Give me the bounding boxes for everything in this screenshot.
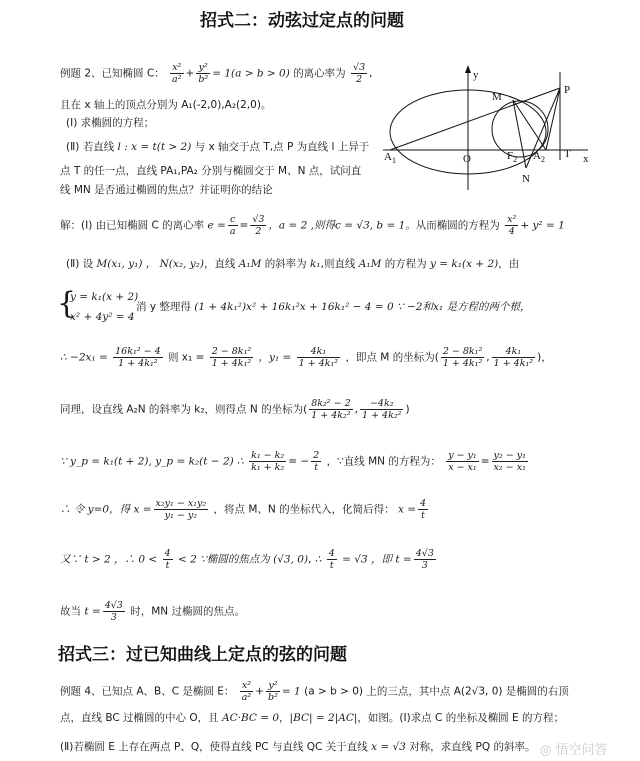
text: ，将点 M、N 的坐标代入，化简后得： [213, 503, 395, 516]
math-line-l: l : x = t(t > 2) [117, 141, 192, 153]
example-2-line-2: 且在 x 轴上的顶点分别为 A₁(-2,0),A₂(2,0)。 [60, 99, 272, 111]
system-brace: { [57, 286, 77, 321]
example-2-line-3: (Ⅰ) 求椭圆的方程； [66, 117, 155, 129]
fraction-Mx: $\frac{\text{2 − 8k₁²}}{\text{1 + 4k₁²}}$ [442, 346, 483, 369]
text: 同理，设直线 A₂N 的斜率为 k₂，则得点 N 的坐标为 [60, 403, 304, 416]
system-eq-2: x² + 4y² = 4 [70, 311, 135, 323]
fraction-t-value: $\frac{4√3}{3}$ [104, 600, 123, 623]
label-P: P [564, 84, 571, 96]
math: ，y₁ = [258, 351, 292, 364]
text: ，即点 M 的坐标为 [345, 351, 435, 364]
fraction-root3-over-2: $\frac{√3}{2}$ [252, 214, 265, 237]
section-title-2: 招式二：动弦过定点的问题 [200, 11, 404, 31]
text: 时，MN 过椭圆的焦点。 [130, 605, 245, 618]
solution-line-7: ∴ 令 y=0，得 x = $\frac{\text{x₂y₁ − x₁y₂}}{\text{y₁ − y₂}}$ ，将点 M、N 的坐标代入，化简后得： x = $\frac{4}{t}$ [60, 498, 427, 521]
fraction-2-t: $\frac{2}{t}$ [313, 450, 320, 473]
fraction-line-lhs: $\frac{\text{y − y₁}}{\text{x − x₁}}$ [448, 450, 477, 473]
label-T: T [564, 148, 571, 160]
math: A₁M [358, 258, 382, 270]
text: 点，直线 BC 过椭圆的中心 O，且 [60, 712, 219, 724]
text: ，由 [498, 258, 520, 270]
label-x: x [583, 153, 589, 165]
solution-line-9: 故当 t = $\frac{4√3}{3}$ 时，MN 过椭圆的焦点。 [60, 600, 245, 623]
watermark [540, 739, 608, 758]
text: ， [279, 712, 290, 724]
math: (1 + 4k₁²)x² + 16k₁²x + 16k₁² − 4 = 0 [194, 301, 394, 313]
math: M(x₁, y₁) ， N(x₂, y₂) [96, 258, 204, 270]
math: ，a = 2 ,则得 [268, 219, 336, 232]
fraction-4-t: $\frac{4}{t}$ [164, 548, 171, 571]
fraction-line-rhs: $\frac{\text{y₂ − y₁}}{\text{x₂ − x₁}}$ [493, 450, 526, 473]
text: (a > b > 0) 上的三点，其中点 A(2√3, 0) 是椭圆的右顶 [304, 685, 569, 698]
text: 例题 4、已知点 A、B、C 是椭圆 E： [60, 685, 235, 698]
math: ∴ [314, 553, 322, 566]
label-M: M [492, 91, 502, 103]
text: 与 x 轴交于点 T,点 P 为直线 l 上异于 [194, 141, 370, 153]
text: 的方程为 [384, 258, 427, 270]
label-O: O [463, 153, 471, 165]
math: = 1 [281, 685, 301, 698]
solution-line-5: 同理，设直线 A₂N 的斜率为 k₂，则得点 N 的坐标为( $\frac{\text{8k₂² − 2}}{\text{1 + 4k₂²}}$ , $\frac{\text{−4k₂}}{\text{1 + 4k₂²}}$ ) [60, 398, 410, 421]
math: k₁ [310, 258, 321, 270]
text: (Ⅱ) 设 [66, 258, 94, 270]
fraction-neg2x1: $\frac{\text{16k₁² − 4}}{\text{1 + 4k₁²}}$ [115, 346, 161, 369]
label-N: N [522, 173, 530, 185]
text: 的离心率为 [293, 67, 346, 80]
fraction-root3-over-2: $\frac{√3}{2}$ [353, 62, 366, 85]
solution-line-3 [136, 300, 530, 314]
fraction-t-value: $\frac{4√3}{3}$ [415, 548, 434, 571]
fraction-x2-a2: $\frac{\text{x²}}{\text{a²}}$ [241, 680, 252, 703]
text: ，∵直线 MN 的方程为： [326, 455, 441, 468]
fraction-y2-b2: $\frac{\text{y²}}{\text{b²}}$ [198, 62, 209, 85]
solution-line-6: ∵ y_p = k₁(t + 2), y_p = k₂(t − 2) ∴ $\frac{\text{k₁ − k₂}}{\text{k₁ + k₂}}$ = − $\frac{2}{t}$ ，∵直线 MN 的方程为： $\frac{\text{y − y₁}}{\text{x − x₁}}$ = $\frac{\text{y₂ − y₁}}{\text{x₂ − x₁}}$ [60, 450, 526, 473]
fraction-x-intercept: $\frac{\text{x₂y₁ − x₁y₂}}{\text{y₁ − y₂}}$ [155, 498, 207, 521]
condition: = 1(a > b > 0) [212, 67, 290, 80]
math: A₁M [238, 258, 262, 270]
text: 则 x₁ = [167, 351, 205, 364]
solution-line-1: 解：(Ⅰ) 由已知椭圆 C 的离心率 e = $\frac{c}{a}$ = $\frac{√3}{2}$ ，a = 2 ,则得c = √3, b = 1。从而椭圆的方程为 $\frac{\text{x²}}{4}$ + y² = 1 [60, 214, 565, 237]
label-F2: $F_2$ [507, 150, 518, 164]
example-2-line-6: 线 MN 是否通过椭圆的焦点？并证明你的结论 [60, 184, 273, 196]
math: 又∵ t > 2 ，∴ 0 < [60, 553, 158, 566]
text: ，如图。(Ⅰ)求点 C 的坐标及椭圆 E 的方程； [357, 712, 565, 724]
ellipse-figure [383, 62, 598, 192]
math: ∵ y_p = k₁(t + 2), y_p = k₂(t − 2) ∴ [60, 455, 244, 468]
fraction-y1: $\frac{\text{4k₁}}{\text{1 + 4k₁²}}$ [298, 346, 339, 369]
example-4-line-3 [60, 740, 535, 754]
label-y: y [473, 69, 479, 81]
fraction-x2-a2: $\frac{\text{x²}}{\text{a²}}$ [172, 62, 182, 85]
text: 。从而椭圆的方程为 [405, 219, 500, 232]
fraction-4-t: $\frac{4}{t}$ [420, 498, 427, 521]
fraction-Ny: $\frac{\text{−4k₂}}{\text{1 + 4k₂²}}$ [362, 398, 402, 421]
math: e = [207, 219, 226, 232]
label-A1: $A_1$ [384, 151, 396, 165]
fraction-My: $\frac{\text{4k₁}}{\text{1 + 4k₁²}}$ [493, 346, 534, 369]
math: < 2 ∵椭圆的焦点为 [177, 553, 270, 566]
math: ∴ 令 y=0，得 [60, 503, 131, 516]
math: = √3 ，即 [342, 553, 393, 566]
fraction-x1: $\frac{\text{2 − 8k₁²}}{\text{1 + 4k₁²}}$ [211, 346, 252, 369]
text: (Ⅱ) 若直线 [66, 141, 115, 153]
fraction-y2-b2: $\frac{\text{y²}}{\text{b²}}$ [268, 680, 278, 703]
solution-line-4: ∴ −2x₁ = $\frac{\text{16k₁² − 4}}{\text{1 + 4k₁²}}$ 则 x₁ = $\frac{\text{2 − 8k₁²}}{\text{1 + 4k₁²}}$ ，y₁ = $\frac{\text{4k₁}}{\text{1 + 4k₁²}}$ ，即点 M 的坐标为( $\frac{\text{2 − 8k₁²}}{\text{1 + 4k₁²}}$ , $\frac{\text{4k₁}}{\text{1 + 4k₁²}}$ )， [60, 346, 552, 369]
fraction-x2-4: $\frac{\text{x²}}{4}$ [507, 214, 517, 237]
example-4-line-2 [60, 711, 564, 725]
math-vector-dot: AC·BC = 0 [221, 712, 280, 724]
watermark-icon: ◎ [540, 743, 552, 758]
example-2-line-4 [66, 140, 369, 154]
text: (Ⅱ)若椭圆 E 上存在两点 P、Q，使得直线 PC 与直线 QC 关于直线 [60, 741, 368, 753]
text: 例题 2、已知椭圆 C： [60, 67, 165, 80]
math: + y² = 1 [520, 219, 565, 232]
math: ∵ −2和x₁ 是方程的两个根， [396, 301, 531, 313]
math: c = √3, b = 1 [335, 219, 406, 232]
fraction-k: $\frac{\text{k₁ − k₂}}{\text{k₁ + k₂}}$ [251, 450, 285, 473]
math: y = k₁(x + 2) [430, 258, 499, 270]
fraction-4-t: $\frac{4}{t}$ [328, 548, 335, 571]
math: (√3, 0) [273, 553, 309, 566]
example-2-line-5: 点 T 的任一点，直线 PA₁,PA₂ 分别与椭圆交于 M、N 点，试问直 [60, 165, 362, 177]
fraction-c-a: $\frac{c}{a}$ [229, 214, 236, 237]
fraction-Nx: $\frac{\text{8k₂² − 2}}{\text{1 + 4k₂²}}$ [311, 398, 351, 421]
solution-line-2 [66, 257, 519, 271]
text: 解：(Ⅰ) 由已知椭圆 C 的离心率 [60, 219, 205, 232]
solution-line-8: 又∵ t > 2 ，∴ 0 < $\frac{4}{t}$ < 2 ∵椭圆的焦点为 (√3, 0), ∴ $\frac{4}{t}$ = √3 ，即 t = $\frac{4√3}{3}$ [60, 548, 434, 571]
text: ,则直线 [320, 258, 356, 270]
y-axis-arrow [465, 65, 471, 73]
math-abs: |BC| = 2|AC| [289, 712, 358, 724]
section-title-3: 招式三：过已知曲线上定点的弦的问题 [58, 645, 347, 665]
line-PA2 [546, 88, 560, 150]
line-PA1 [390, 88, 560, 150]
text: ，直线 [203, 258, 236, 270]
example-2-line-1: 例题 2、已知椭圆 C： $\frac{\text{x²}}{\text{a²}}$ + $\frac{\text{y²}}{\text{b²}}$ = 1(a > b > 0) 的离心率为 $\frac{√3}{2}$ , [60, 62, 373, 85]
label-A2: $A_2$ [533, 150, 545, 164]
example-4-line-1: 例题 4、已知点 A、B、C 是椭圆 E： $\frac{\text{x²}}{\text{a²}}$ + $\frac{\text{y²}}{\text{b²}}$ = 1 (a > b > 0) 上的三点，其中点 A(2√3, 0) 是椭圆的右顶 [60, 680, 569, 703]
system-eq-1: y = k₁(x + 2) [70, 291, 139, 303]
watermark-text: 悟空问答 [555, 743, 608, 758]
math: x = √3 [371, 741, 406, 753]
text: 故当 [60, 605, 81, 618]
text: 对称，求直线 PQ 的斜率。 [409, 741, 536, 753]
math: ∴ −2x₁ = [60, 351, 108, 364]
text: 消 y 整理得 [136, 301, 191, 313]
text: 的斜率为 [264, 258, 307, 270]
